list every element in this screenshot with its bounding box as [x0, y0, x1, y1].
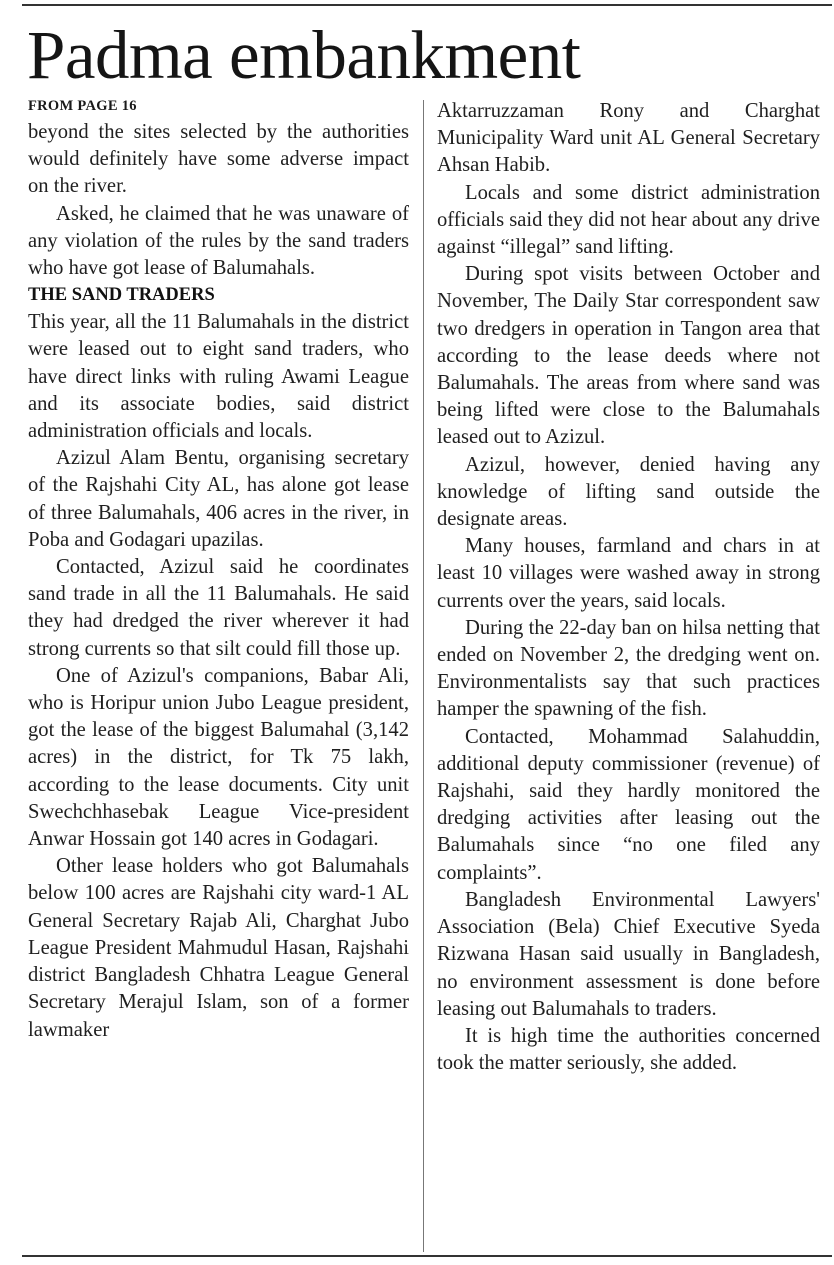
paragraph: Azizul, however, denied having any knowledge of lifting sand outside the designate areas.	[437, 453, 820, 531]
column-divider	[423, 100, 424, 1252]
paragraph: One of Azizul's companions, Babar Ali, who is Horipur union Jubo League president, got the lease of the biggest Balumahal (3,142 acres) in the district, for Tk 75 lakh, according to the lease documents. City unit Swechchhasebak League Vice-president Anwar Hossain got 140 acres in Godagari.	[28, 664, 409, 851]
paragraph: Asked, he claimed that he was unaware of any violation of the rules by the sand traders who have got lease of Balumahals.	[28, 202, 409, 280]
left-column	[28, 98, 409, 1044]
paragraph: Contacted, Azizul said he coordinates sand trade in all the 11 Balumahals. He said they had dredged the river wherever it had strong currents so that silt could fill those up.	[28, 556, 409, 660]
paragraph: This year, all the 11 Balumahals in the district were leased out to eight sand traders, who have direct links with ruling Awami League and its associate bodies, said district administration officials and locals.	[28, 311, 409, 443]
paragraph: During the 22-day ban on hilsa netting that ended on November 2, the dredging went on. Environmentalists say that such practices hamper the spawning of the fish.	[437, 616, 820, 721]
paragraph: beyond the sites selected by the authorities would definitely have some adverse impact on the river.	[28, 121, 409, 198]
right-column	[437, 98, 820, 1077]
paragraph: Azizul Alam Bentu, organising secretary of the Rajshahi City AL, has alone got lease of three Balumahals, 406 acres in the river, in Poba and Godagari upazilas.	[28, 447, 409, 551]
paragraph: Aktarruzzaman Rony and Charghat Municipality Ward unit AL General Secretary Ahsan Habib.	[437, 100, 820, 177]
paragraph: Locals and some district administration officials said they did not hear about any drive against “illegal” sand lifting.	[437, 181, 820, 259]
paragraph: Many houses, farmland and chars in at least 10 villages were washed away in strong currents over the years, said locals.	[437, 535, 820, 612]
paragraph: Other lease holders who got Balumahals below 100 acres are Rajshahi city ward-1 AL General Secretary Rajab Ali, Charghat Jubo League President Mahmudul Hasan, Rajshahi district Bangladesh Chhatra League General Secretary Merajul Islam, son of a former lawmaker	[28, 855, 409, 1041]
paragraph: Contacted, Mohammad Salahuddin, additional deputy commissioner (revenue) of Rajshahi, said they hardly monitored the dredging activities after leasing out the Balumahals since “no one filed any complaints”.	[437, 725, 820, 884]
jump-label: FROM PAGE 16	[28, 98, 137, 114]
top-rule	[22, 4, 832, 6]
paragraph: During spot visits between October and November, The Daily Star correspondent saw two dredgers in operation in Tangon area that according to the lease deeds where not Balumahals. The areas from where sand was being lifted were close to the Balumahals leased out to Azizul.	[437, 263, 820, 449]
bottom-rule	[22, 1255, 832, 1257]
paragraph: Bangladesh Environmental Lawyers' Association (Bela) Chief Executive Syeda Rizwana Hasan said usually in Bangladesh, no environment assessment is done before leasing out Balumahals to traders.	[437, 888, 820, 1020]
paragraph: It is high time the authorities concerned took the matter seriously, she added.	[437, 1024, 820, 1075]
headline: Padma embankment	[27, 17, 581, 93]
subhead: THE SAND TRADERS	[28, 285, 215, 306]
